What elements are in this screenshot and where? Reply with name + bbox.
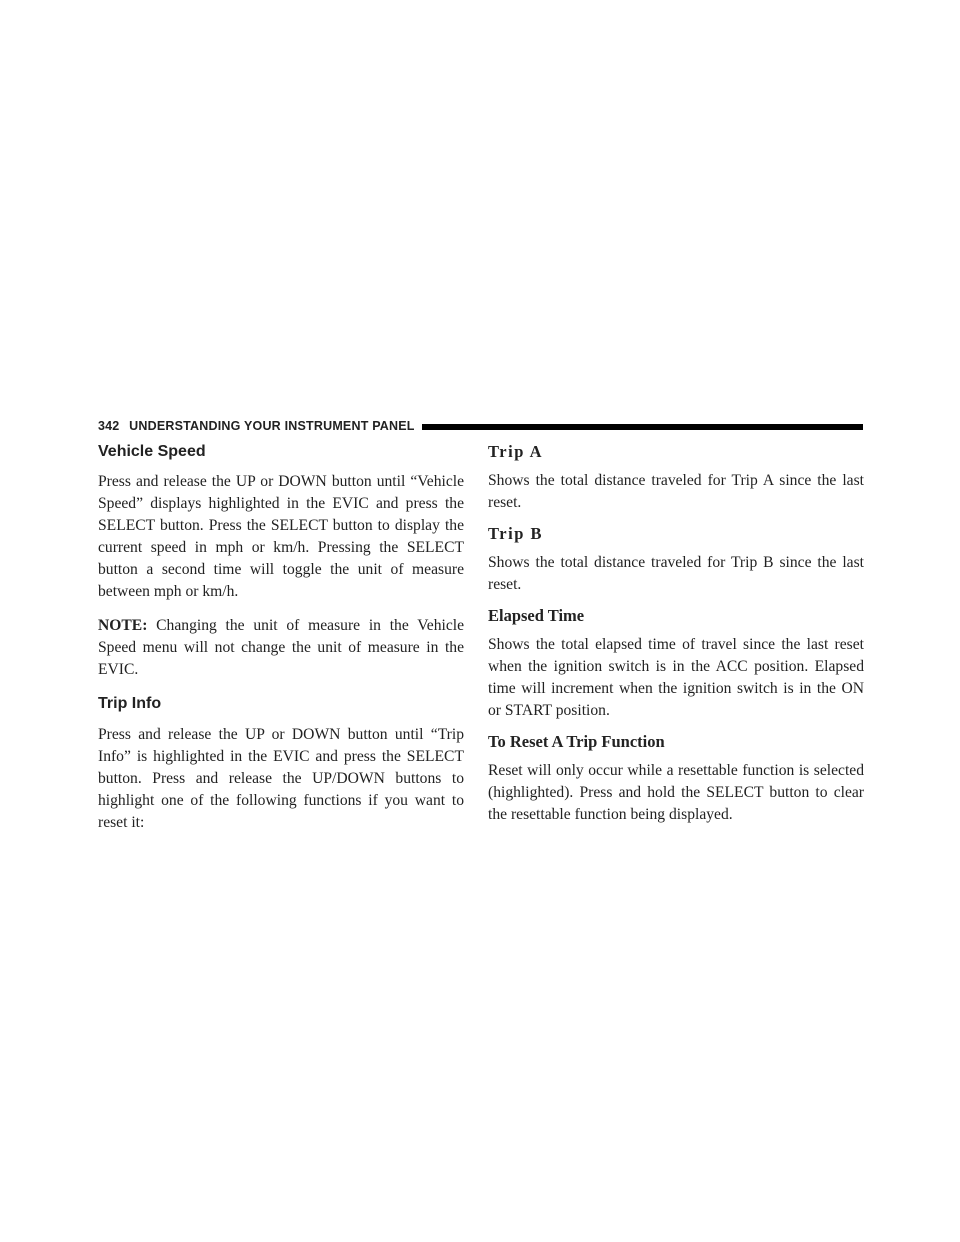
page-header (98, 418, 863, 438)
elapsed-time-heading: Elapsed Time (488, 606, 585, 625)
reset-trip-heading: To Reset A Trip Function (488, 732, 665, 751)
left-column (98, 442, 464, 834)
header-rule (422, 424, 863, 430)
page-number: 342 (98, 419, 120, 433)
trip-a-body: Shows the total distance traveled for Trip A since the last reset. (488, 472, 864, 511)
note-body: Changing the unit of measure in the Vehicle Speed menu will not change the unit of measure in the EVIC. (98, 617, 464, 678)
note-label: NOTE: (98, 617, 148, 634)
vehicle-speed-heading: Vehicle Speed (98, 443, 206, 460)
trip-a-heading: Trip A (488, 442, 543, 461)
trip-info-heading: Trip Info (98, 695, 162, 712)
section-title: UNDERSTANDING YOUR INSTRUMENT PANEL (129, 419, 415, 433)
elapsed-time-body: Shows the total elapsed time of travel since the last reset when the ignition switch is in the ACC position. Elapsed time will increment when the ignition switch is in the ON or START position. (488, 636, 864, 719)
reset-trip-body: Reset will only occur while a resettable function is selected (highlighted). Press and hold the SELECT button to clear the resettable function being displayed. (488, 762, 864, 823)
trip-b-body: Shows the total distance traveled for Trip B since the last reset. (488, 554, 864, 593)
note-paragraph (98, 615, 464, 681)
header-text (98, 419, 415, 433)
vehicle-speed-body: Press and release the UP or DOWN button until “Vehicle Speed” displays highlighted in the EVIC and press the SELECT button. Press the SELECT button to display the current speed in mph or km/h. Pressing the SELECT button a second time will toggle the unit of measure between mph or km/h. (98, 473, 464, 600)
right-column (488, 442, 864, 826)
trip-b-heading: Trip B (488, 524, 543, 543)
trip-info-body: Press and release the UP or DOWN button until “Trip Info” is highlighted in the EVIC and press the SELECT button. Press and release the UP/DOWN buttons to highlight one of the following functions if you want to reset it: (98, 726, 464, 831)
